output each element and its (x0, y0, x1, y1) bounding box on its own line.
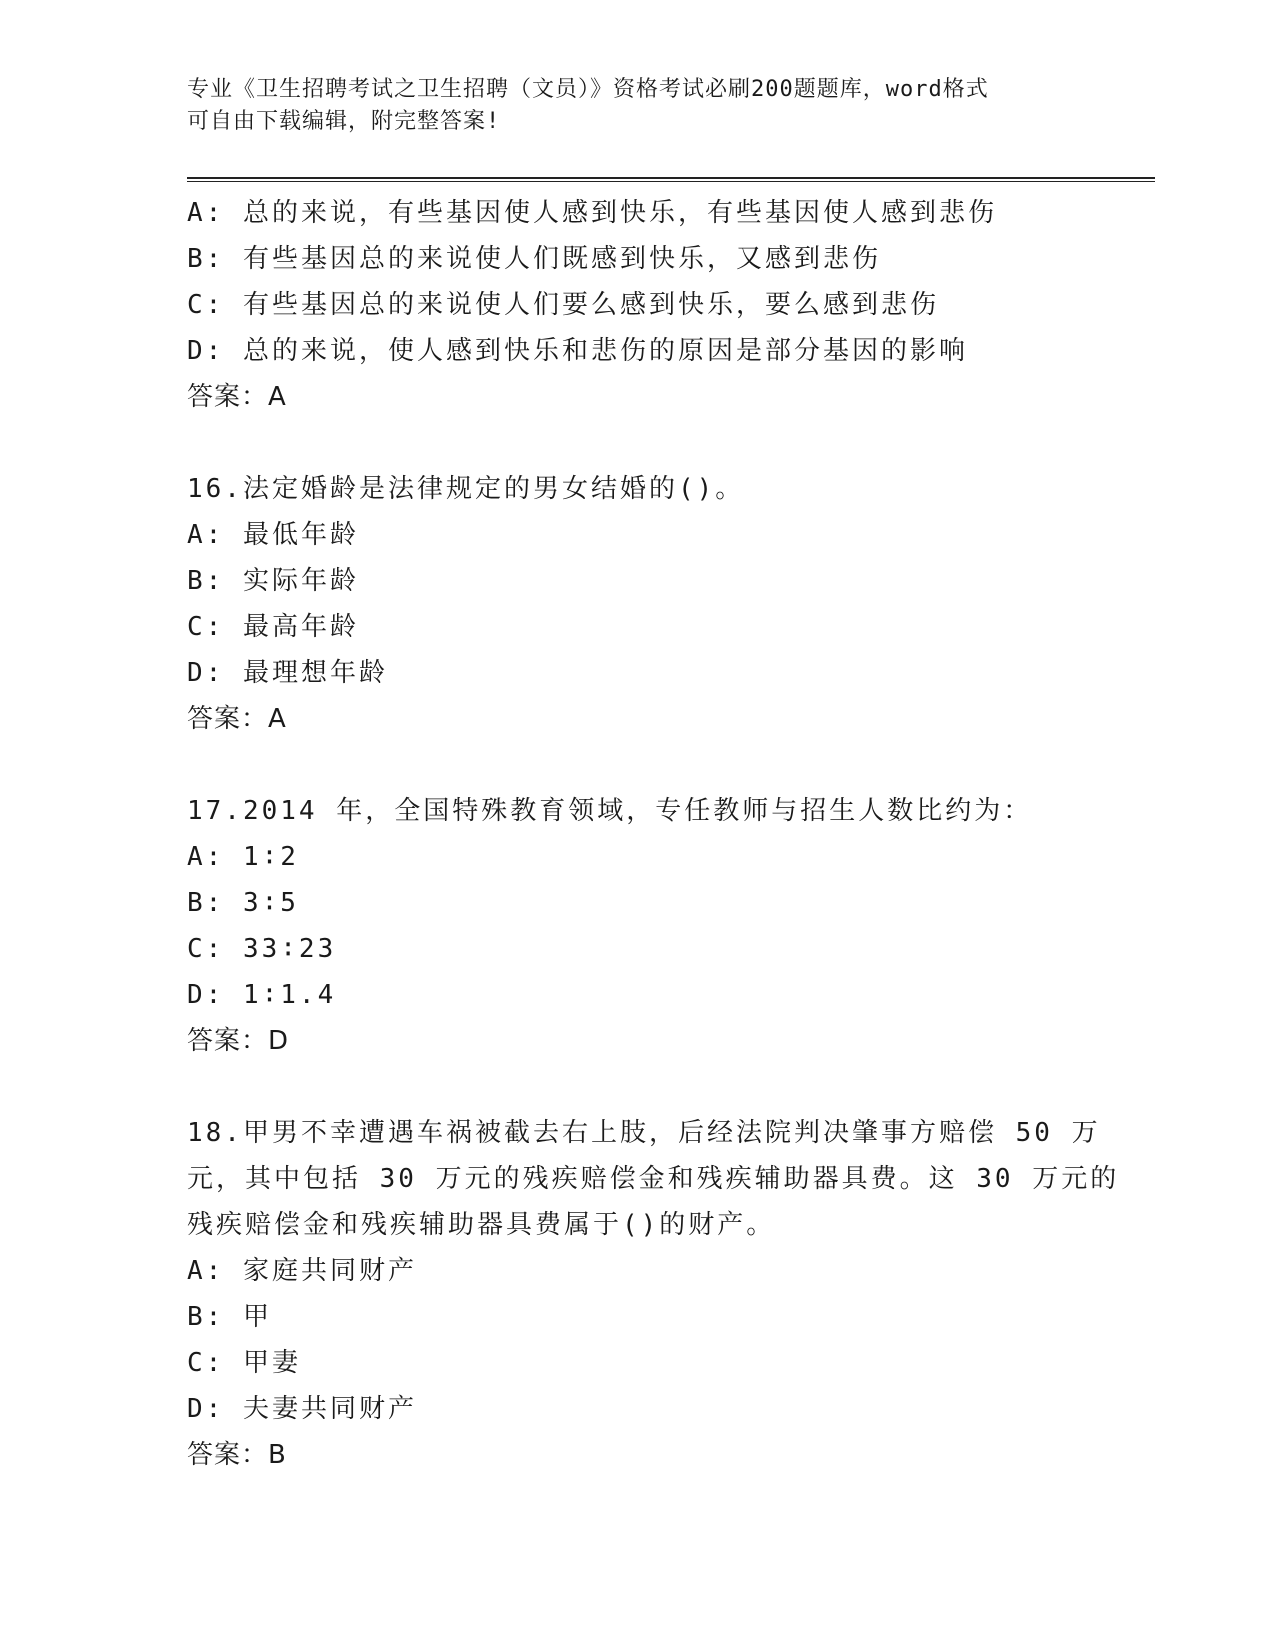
answer-line: 答案：D (187, 1026, 290, 1056)
option-d: D: 最理想年龄 (187, 658, 388, 688)
option-b: B: 有些基因总的来说使人们既感到快乐，又感到悲伤 (187, 244, 881, 274)
option-a: A: 家庭共同财产 (187, 1256, 417, 1286)
question-17 (187, 788, 1087, 1064)
question-stem: 16.法定婚龄是法律规定的男女结婚的()。 (187, 474, 745, 504)
header-divider (187, 177, 1155, 182)
option-b: B: 3∶5 (187, 888, 299, 918)
header-line-2: 可自由下载编辑，附完整答案! (187, 109, 501, 134)
option-b: B: 实际年龄 (187, 566, 359, 596)
answer-line: 答案：A (187, 382, 287, 412)
document-header (187, 74, 1067, 138)
answer-line: 答案：A (187, 704, 287, 734)
question-stem-line-3: 残疾赔偿金和残疾辅助器具费属于()的财产。 (187, 1210, 776, 1240)
option-a: A: 最低年龄 (187, 520, 359, 550)
spacer (187, 420, 1087, 466)
option-d: D: 总的来说，使人感到快乐和悲伤的原因是部分基因的影响 (187, 336, 968, 366)
spacer (187, 742, 1087, 788)
option-a: A: 1∶2 (187, 842, 299, 872)
question-content (187, 190, 1120, 1478)
question-15-continued (187, 190, 1087, 420)
option-c: C: 33∶23 (187, 934, 337, 964)
answer-line: 答案：B (187, 1440, 287, 1470)
question-16 (187, 466, 1087, 742)
option-c: C: 最高年龄 (187, 612, 359, 642)
option-d: D: 1∶1.4 (187, 980, 337, 1010)
question-stem: 17.2014 年，全国特殊教育领域，专任教师与招生人数比约为： (187, 796, 1033, 826)
header-line-1: 专业《卫生招聘考试之卫生招聘（文员）》资格考试必刷200题题库，word格式 (187, 77, 989, 102)
option-a: A: 总的来说，有些基因使人感到快乐，有些基因使人感到悲伤 (187, 198, 997, 228)
option-d: D: 夫妻共同财产 (187, 1394, 417, 1424)
question-stem-line-2: 元，其中包括 30 万元的残疾赔偿金和残疾辅助器具费。这 30 万元的 (187, 1164, 1120, 1194)
question-stem-line-1: 18.甲男不幸遭遇车祸被截去右上肢，后经法院判决肇事方赔偿 50 万 (187, 1118, 1101, 1148)
spacer (187, 1064, 1087, 1110)
option-b: B: 甲 (187, 1302, 272, 1332)
option-c: C: 有些基因总的来说使人们要么感到快乐，要么感到悲伤 (187, 290, 939, 320)
question-18 (187, 1110, 1120, 1478)
option-c: C: 甲妻 (187, 1348, 301, 1378)
